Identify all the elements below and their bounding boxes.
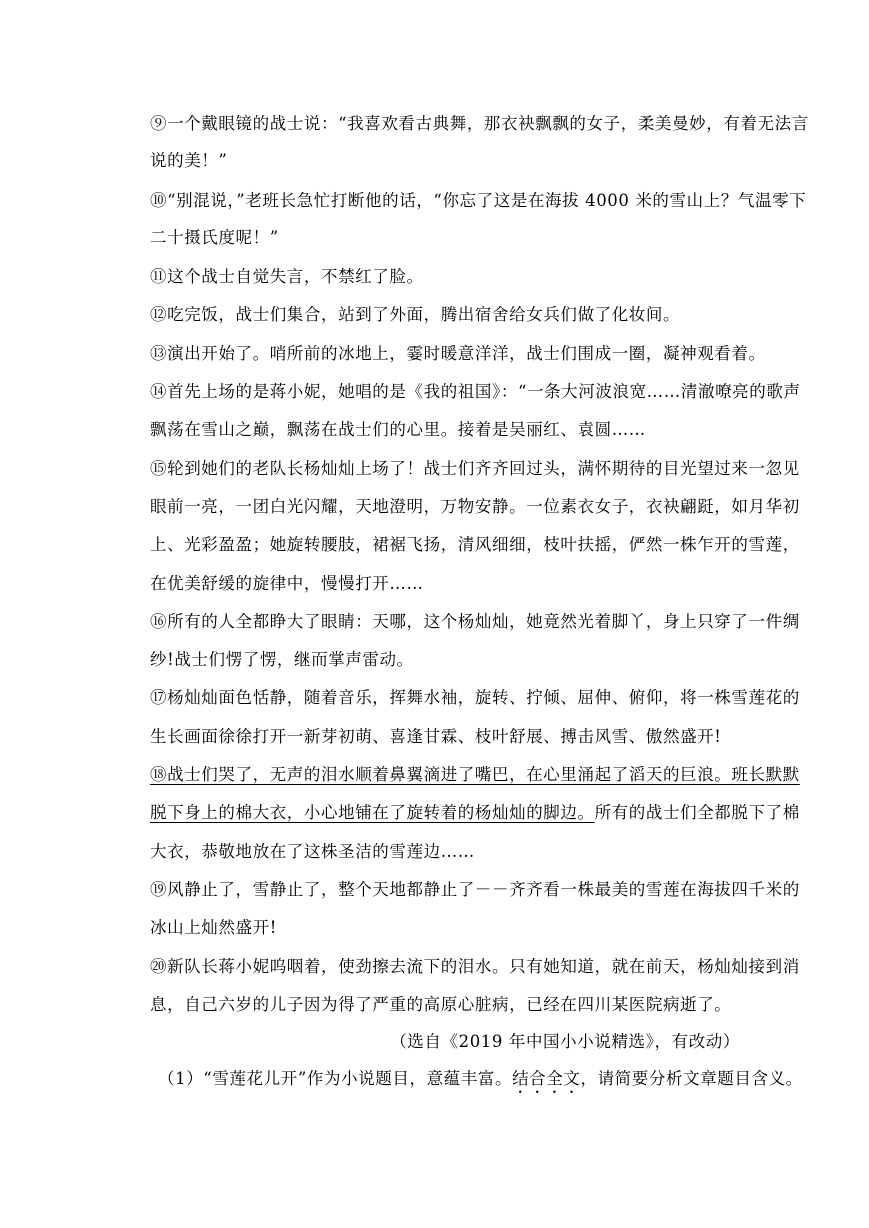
question-1-prefix: （1）“雪莲花儿开”作为小说题目，意蕴丰富。 <box>158 1069 513 1088</box>
source-citation: （选自《2019 年中国小小说精选》，有改动） <box>390 1032 740 1051</box>
paragraph-11-line-1: ⑪这个战士自觉失言，不禁红了脸。 <box>150 267 424 286</box>
paragraph-18-line-2 <box>150 802 800 824</box>
paragraph-19-line-1: ⑲风静止了，雪静止了，整个天地都静止了－－齐齐看一株最美的雪莲在海拔四千米的 <box>150 880 800 899</box>
paragraph-18-line-3: 大衣，恭敬地放在了这株圣洁的雪莲边…… <box>150 842 475 861</box>
paragraph-19-line-2: 冰山上灿然盛开! <box>150 918 277 937</box>
paragraph-14-line-2: 飘荡在雪山之巅，飘荡在战士们的心里。接着是吴丽红、袁圆…… <box>150 420 646 439</box>
paragraph-18-line-2-rest: 所有的战士们全都脱下了棉 <box>594 803 800 822</box>
paragraph-9-line-1: ⑨一个戴眼镜的战士说：“我喜欢看古典舞，那衣袂飘飘的女子，柔美曼妙，有着无法言 <box>150 114 809 133</box>
paragraph-16-line-1: ⑯所有的人全都睁大了眼睛：天哪，这个杨灿灿，她竟然光着脚丫，身上只穿了一件绸 <box>150 612 800 631</box>
paragraph-15-line-2: 眼前一亮，一团白光闪耀，天地澄明，万物安静。一位素衣女子，衣袂翩跹，如月华初 <box>150 497 800 516</box>
paragraph-15-line-3: 上、光彩盈盈；她旋转腰肢，裙裾飞扬，清风细细，枝叶扶摇，俨然一株乍开的雪莲， <box>150 535 800 554</box>
paragraph-16-line-2: 纱!战士们愣了愣，继而掌声雷动。 <box>150 650 414 669</box>
paragraph-10-line-2: 二十摄氏度呢！” <box>150 228 279 247</box>
paragraph-9-line-2: 说的美！” <box>150 151 228 170</box>
question-1 <box>158 1068 803 1097</box>
paragraph-17-line-1: ⑰杨灿灿面色恬静，随着音乐，挥舞水袖，旋转、拧倾、屈伸、俯仰，将一株雪莲花的 <box>150 688 800 707</box>
paragraph-20-line-1: ⑳新队长蒋小妮呜咽着，使劲擦去流下的泪水。只有她知道，就在前天，杨灿灿接到消 <box>150 957 800 976</box>
paragraph-15-line-1: ⑮轮到她们的老队长杨灿灿上场了！战士们齐齐回过头，满怀期待的目光望过来一忽见 <box>150 459 800 478</box>
paragraph-18-underlined-text: 脱下身上的棉大衣，小心地铺在了旋转着的杨灿灿的脚边。 <box>150 803 595 822</box>
paragraph-15-line-4: 在优美舒缓的旋律中，慢慢打开…… <box>150 574 424 593</box>
paragraph-17-line-2: 生长画面徐徐打开一新芽初萌、喜逢甘霖、枝叶舒展、搏击风雪、傲然盛开! <box>150 727 722 746</box>
paragraph-10-line-1: ⑩“别混说，”老班长急忙打断他的话，“你忘了这是在海拔 4000 米的雪山上？气温零下 <box>150 191 807 210</box>
question-1-emphasis: 结合全文 <box>512 1069 581 1088</box>
question-1-suffix: ，请简要分析文章题目含义。 <box>580 1069 803 1088</box>
paragraph-13-line-1: ⑬演出开始了。哨所前的冰地上，霎时暖意洋洋，战士们围成一圈，凝神观看着。 <box>150 344 766 363</box>
paragraph-12-line-1: ⑫吃完饭，战士们集合，站到了外面，腾出宿舍给女兵们做了化妆间。 <box>150 305 681 324</box>
paragraph-18-line-1: ⑱战士们哭了，无声的泪水顺着鼻翼滴进了嘴巴，在心里涌起了滔天的巨浪。班长默默 <box>150 765 800 784</box>
paragraph-14-line-1: ⑭首先上场的是蒋小妮，她唱的是《我的祖国》：“一条大河波浪宽……清澈嘹亮的歌声 <box>150 382 801 401</box>
paragraph-20-line-2: 息，自己六岁的儿子因为得了严重的高原心脏病，已经在四川某医院病逝了。 <box>150 995 732 1014</box>
